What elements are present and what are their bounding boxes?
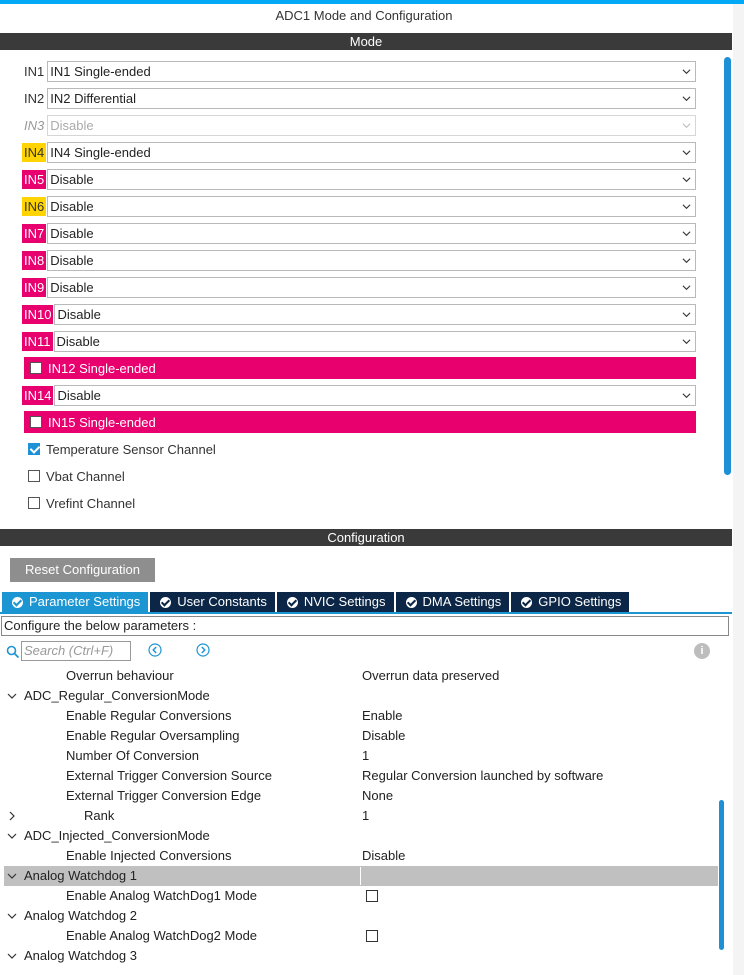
param-key: Enable Injected Conversions — [66, 848, 232, 863]
channel-select-in2[interactable] — [47, 88, 696, 109]
channel-label-in5: IN5 — [24, 171, 45, 187]
channel-select-in4[interactable] — [47, 142, 696, 163]
config-tabs — [2, 592, 631, 612]
in12-label: IN12 Single-ended — [48, 360, 156, 376]
param-value: Disable — [362, 728, 406, 743]
chevron-down-icon — [682, 337, 691, 346]
group-analog-watchdog-1[interactable] — [4, 866, 718, 886]
param-row-enable-regular[interactable] — [4, 706, 718, 726]
channel-row-in3 — [22, 114, 696, 136]
vrefint-label: Vrefint Channel — [46, 495, 136, 511]
chevron-down-icon[interactable] — [7, 831, 17, 841]
mode-scrollbar-thumb[interactable] — [724, 57, 731, 475]
channel-select-value: Disable — [57, 306, 101, 322]
channel-row-in9 — [22, 276, 696, 298]
chevron-down-icon[interactable] — [7, 871, 17, 881]
channel-row-in6 — [22, 195, 696, 217]
group-label: ADC_Injected_ConversionMode — [24, 828, 210, 843]
channel-label-in14: IN14 — [24, 387, 52, 403]
group-label: Analog Watchdog 2 — [24, 908, 137, 923]
channel-row-in5 — [22, 168, 696, 190]
channel-label-in7: IN7 — [24, 225, 45, 241]
top-accent-line — [0, 0, 744, 4]
chevron-down-icon — [682, 229, 691, 238]
vrefint-row[interactable] — [28, 493, 135, 513]
group-label: Analog Watchdog 3 — [24, 948, 137, 963]
param-key: Enable Analog WatchDog1 Mode — [66, 888, 258, 903]
channel-row-in4 — [22, 141, 696, 163]
channel-select-value: Disable — [50, 279, 94, 295]
group-injected-conversion[interactable] — [4, 826, 718, 846]
mode-section-header: Mode — [0, 33, 732, 50]
tab-nvic-settings[interactable] — [277, 592, 394, 612]
param-key: External Trigger Conversion Source — [66, 768, 272, 783]
param-value: Disable — [362, 848, 406, 863]
mode-scrollbar[interactable] — [721, 55, 733, 517]
vbat-label: Vbat Channel — [46, 468, 125, 484]
channel-select-value: Disable — [50, 225, 94, 241]
channel-row-in10 — [22, 303, 696, 325]
channel-label-in2: IN2 — [24, 90, 45, 106]
search-input[interactable]: Search (Ctrl+F) — [21, 641, 131, 661]
param-key: Enable Regular Conversions — [66, 708, 232, 723]
param-value: Enable — [362, 708, 403, 723]
tab-label: DMA Settings — [422, 594, 502, 609]
param-row-overrun[interactable] — [4, 666, 718, 686]
in15-label: IN15 Single-ended — [48, 414, 156, 430]
window-right-edge — [733, 4, 744, 975]
chevron-down-icon — [682, 94, 691, 103]
channel-select-in11[interactable] — [54, 331, 696, 352]
channel-select-in3 — [47, 115, 696, 136]
vrefint-checkbox[interactable] — [28, 497, 40, 509]
column-separator — [360, 867, 361, 885]
channel-label-in3: IN3 — [24, 117, 45, 133]
channel-select-value: IN4 Single-ended — [50, 144, 151, 160]
tab-label: User Constants — [177, 594, 267, 609]
param-value: Regular Conversion launched by software — [362, 768, 604, 783]
search-icon — [6, 645, 20, 659]
param-value: 1 — [362, 808, 370, 823]
vbat-checkbox[interactable] — [28, 470, 40, 482]
search-previous-icon[interactable] — [148, 643, 162, 657]
channel-select-value: Disable — [50, 171, 94, 187]
tab-label: Parameter Settings — [29, 594, 141, 609]
channel-select-in1[interactable] — [47, 61, 696, 82]
temperature-sensor-checkbox[interactable] — [28, 443, 40, 455]
param-row-ext-trigger-edge[interactable] — [4, 786, 718, 806]
channel-row-in1 — [22, 60, 696, 82]
param-row-enable-injected[interactable] — [4, 846, 718, 866]
temperature-sensor-row[interactable] — [28, 439, 216, 459]
param-key: Rank — [84, 808, 115, 823]
parameter-tree — [0, 666, 720, 970]
chevron-down-icon — [682, 310, 691, 319]
channel-select-value: Disable — [50, 117, 94, 133]
mode-panel — [0, 50, 732, 520]
channel-label-in10: IN10 — [24, 306, 52, 322]
check-circle-icon — [521, 597, 532, 608]
channel-row-in15[interactable] — [24, 411, 696, 433]
tab-label: GPIO Settings — [538, 594, 622, 609]
channel-row-in8 — [22, 249, 696, 271]
channel-select-in9[interactable] — [47, 277, 696, 298]
channel-select-value: IN2 Differential — [50, 90, 136, 106]
channel-label-in6: IN6 — [24, 198, 45, 214]
awd1-checkbox[interactable] — [366, 890, 378, 902]
channel-label-in9: IN9 — [24, 279, 45, 295]
channel-label-in8: IN8 — [24, 252, 45, 268]
vbat-row[interactable] — [28, 466, 125, 486]
chevron-down-icon — [682, 121, 691, 130]
search-next-icon[interactable] — [196, 643, 210, 657]
chevron-down-icon[interactable] — [7, 911, 17, 921]
check-circle-icon — [406, 597, 417, 608]
channel-select-value: Disable — [56, 333, 100, 349]
group-analog-watchdog-2[interactable] — [4, 906, 718, 926]
channel-row-in7 — [22, 222, 696, 244]
param-key: External Trigger Conversion Edge — [66, 788, 262, 803]
group-analog-watchdog-3[interactable] — [4, 946, 718, 966]
channel-select-value: Disable — [50, 198, 94, 214]
channel-select-in6[interactable] — [47, 196, 696, 217]
param-key: Overrun behaviour — [66, 668, 174, 683]
channel-select-value: Disable — [57, 387, 101, 403]
param-key: Enable Regular Oversampling — [66, 728, 240, 743]
channel-select-in14[interactable] — [54, 385, 696, 406]
configuration-section-header: Configuration — [0, 529, 732, 546]
tab-gpio-settings[interactable] — [511, 592, 629, 612]
channel-select-in7[interactable] — [47, 223, 696, 244]
chevron-down-icon — [682, 256, 691, 265]
channel-label-in1: IN1 — [24, 63, 45, 79]
awd2-checkbox[interactable] — [366, 930, 378, 942]
group-label: ADC_Regular_ConversionMode — [24, 688, 210, 703]
chevron-down-icon — [682, 202, 691, 211]
param-row-oversampling[interactable] — [4, 726, 718, 746]
param-value: None — [362, 788, 394, 803]
chevron-down-icon — [682, 391, 691, 400]
tab-parameter-settings[interactable] — [2, 592, 148, 612]
check-circle-icon — [160, 597, 171, 608]
chevron-down-icon — [682, 67, 691, 76]
check-circle-icon — [287, 597, 298, 608]
tab-user-constants[interactable] — [150, 592, 275, 612]
in12-checkbox[interactable] — [30, 362, 42, 374]
check-circle-icon — [12, 597, 23, 608]
param-row-awd2-enable[interactable] — [4, 926, 718, 946]
configure-hint: Configure the below parameters : — [1, 616, 729, 636]
chevron-down-icon[interactable] — [7, 951, 17, 961]
param-value: Overrun data preserved — [362, 668, 500, 683]
parameter-scrollbar-thumb[interactable] — [719, 800, 724, 950]
param-key: Enable Analog WatchDog2 Mode — [66, 928, 258, 943]
group-regular-conversion[interactable] — [4, 686, 718, 706]
chevron-down-icon — [682, 175, 691, 184]
reset-configuration-button[interactable]: Reset Configuration — [10, 558, 155, 582]
temperature-sensor-label: Temperature Sensor Channel — [46, 441, 216, 457]
channel-label-in4: IN4 — [24, 144, 45, 160]
tab-dma-settings[interactable] — [396, 592, 510, 612]
in15-checkbox[interactable] — [30, 416, 42, 428]
param-row-ext-trigger-source[interactable] — [4, 766, 718, 786]
tab-label: NVIC Settings — [303, 594, 386, 609]
chevron-down-icon[interactable] — [7, 691, 17, 701]
window-title: ADC1 Mode and Configuration — [275, 8, 453, 23]
channel-select-in5[interactable] — [47, 169, 696, 190]
param-row-awd1-enable[interactable] — [4, 886, 718, 906]
tab-underline — [0, 612, 732, 614]
channel-label-in11: IN11 — [24, 333, 51, 349]
channel-select-value: IN1 Single-ended — [50, 63, 151, 79]
channel-row-in2 — [22, 87, 696, 109]
chevron-down-icon — [682, 283, 691, 292]
channel-row-in11 — [22, 330, 696, 352]
channel-row-in14 — [22, 384, 696, 406]
param-row-number-of-conversion[interactable] — [4, 746, 718, 766]
chevron-down-icon — [682, 148, 691, 157]
channel-select-in8[interactable] — [47, 250, 696, 271]
group-rank[interactable] — [4, 806, 718, 826]
param-key: Number Of Conversion — [66, 748, 199, 763]
group-label: Analog Watchdog 1 — [24, 868, 137, 883]
chevron-right-icon[interactable] — [7, 811, 17, 821]
channel-row-in12[interactable] — [24, 357, 696, 379]
param-value: 1 — [362, 748, 370, 763]
channel-select-value: Disable — [50, 252, 94, 268]
info-icon[interactable]: i — [694, 643, 710, 659]
channel-select-in10[interactable] — [54, 304, 696, 325]
